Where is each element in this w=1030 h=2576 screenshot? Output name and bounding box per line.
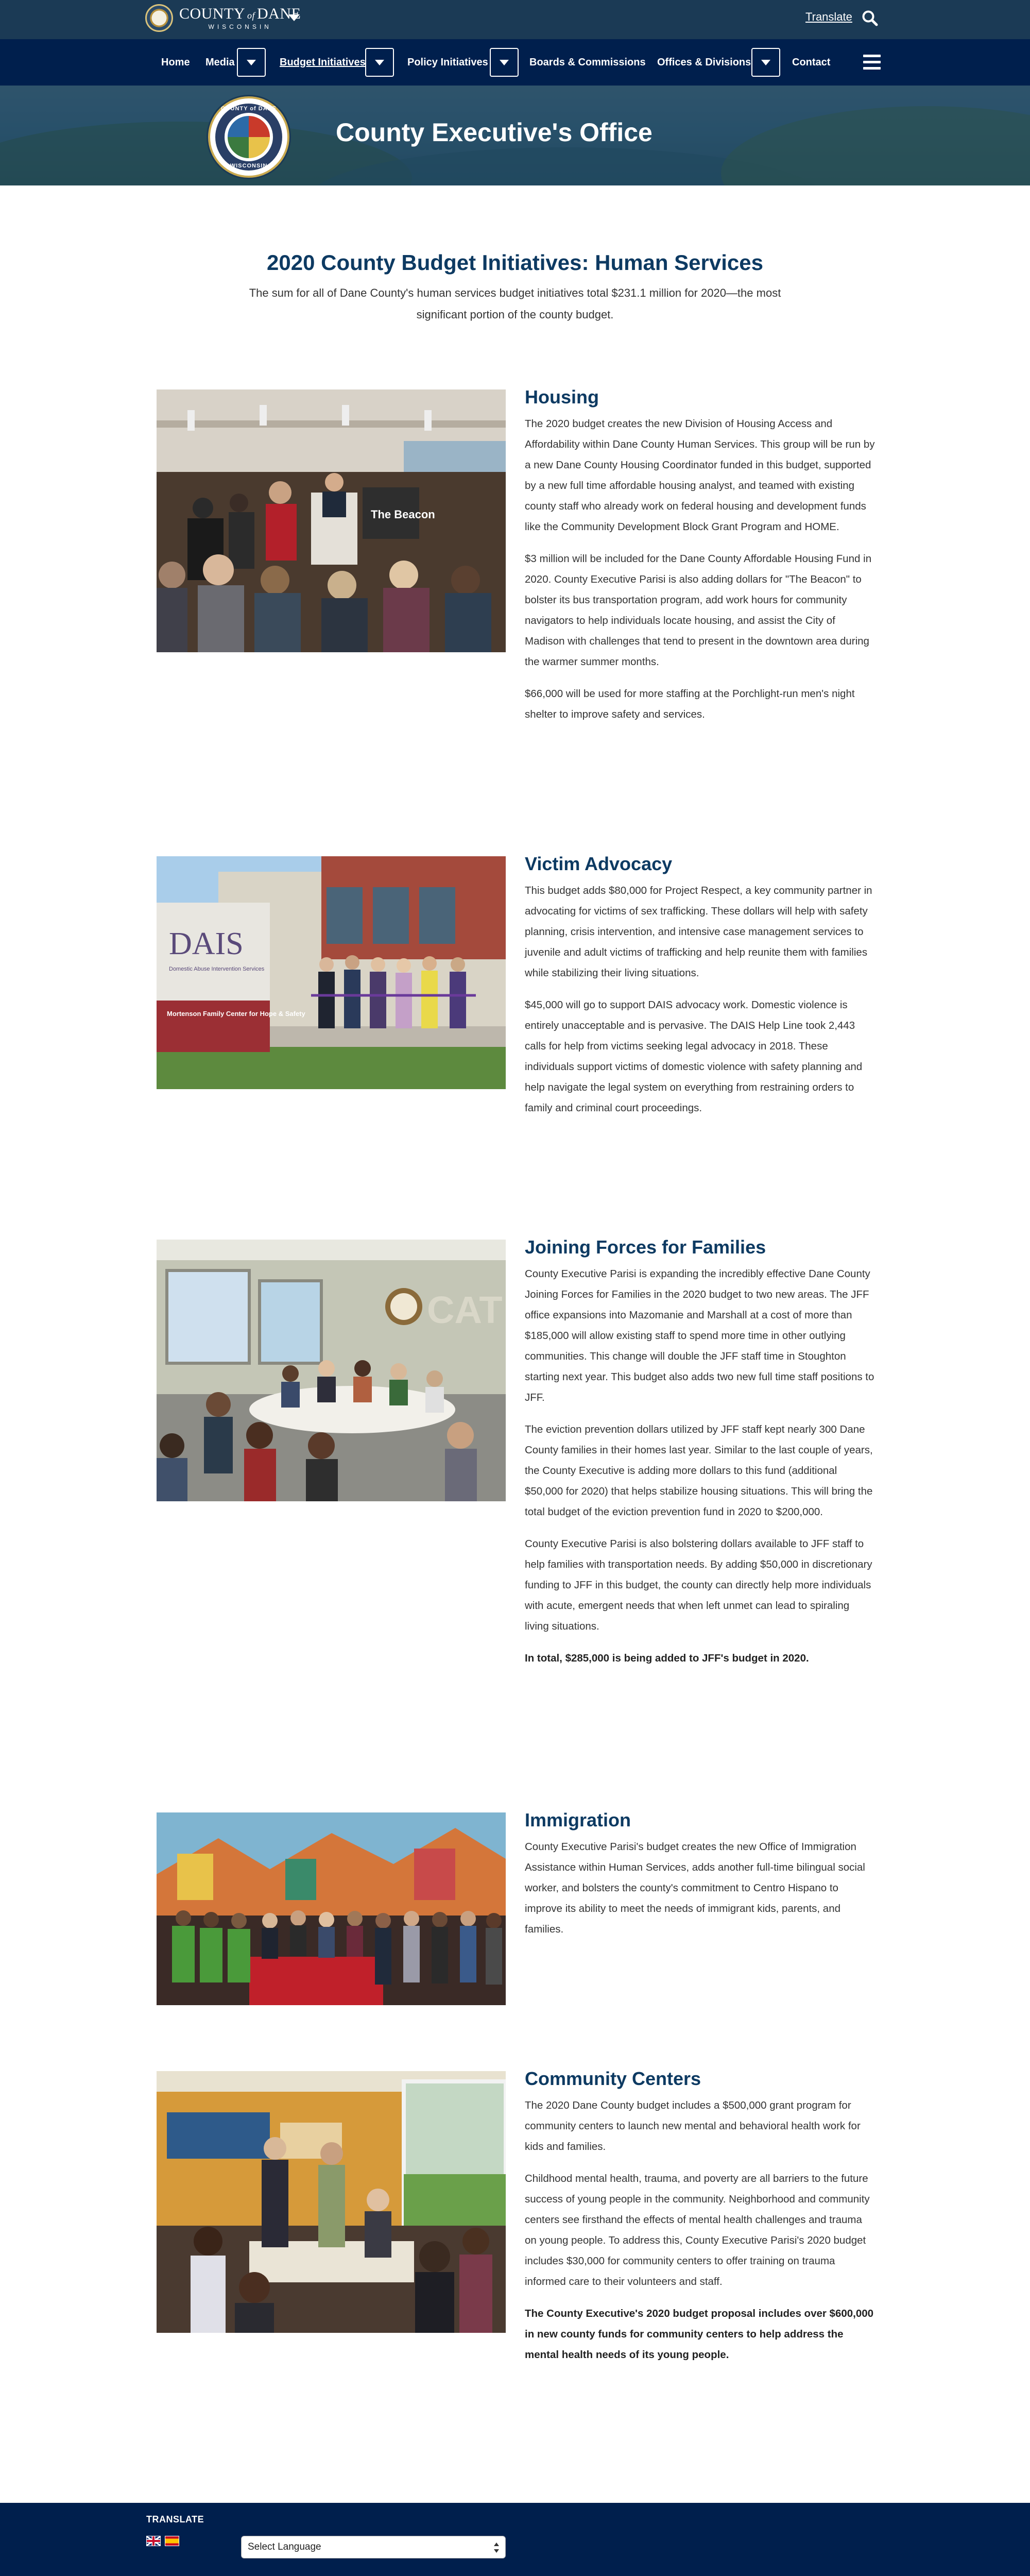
cat-wall-letters: CAT [427,1289,503,1331]
nav-policy-initiatives[interactable]: Policy Initiatives [407,56,488,68]
section-body-immigration [525,1837,876,1951]
paragraph: The 2020 Dane County budget includes a $500,000 grant program for community centers to launch new mental and behavioral health work for kids and families. [525,2099,861,2153]
logo-dropdown-caret-icon[interactable] [288,14,300,21]
nav-offices-divisions[interactable]: Offices & Divisions [657,56,751,68]
section-body-joining-forces [525,1264,876,1680]
paragraph: County Executive Parisi is also bolstering dollars available to JFF staff to help families with transportation needs. By adding $50,000 in discretionary funding to JFF in this budget, the county can directly help more individuals with acute, emergent needs that when left unmet can lead to spiraling living situations. [525,1538,872,1632]
paragraph: $3 million will be included for the Dane County Affordable Housing Fund in 2020. County Executive Parisi is also adding dollars for "The Beacon" to bolster its bus transportation program, add work hours for community navigators to help individuals locate housing, and assist the City of Madison with challenges that tend to present in the downtown area during the warmer summer months. [525,553,872,668]
joining-forces-photo [157,1240,506,1501]
section-body-victim-advocacy [525,880,876,1130]
logo-text: COUNTY of DANE WISCONSIN [179,5,301,30]
top-bar [0,0,1030,39]
hamburger-menu-icon[interactable] [863,55,881,70]
nav-budget-dropdown-button[interactable] [365,48,394,77]
paragraph: The eviction prevention dollars utilized by JFF staff kept nearly 300 Dane County families in their homes last year. Similar to the last couple of years, the County Executive is adding more dollars to this fund (additional $50,000 for 2020) that helps stabilize housing situations. This will bring the total budget of the eviction prevention fund in 2020 to $200,000. [525,1423,873,1518]
nav-offices-dropdown-button[interactable] [751,48,780,77]
page-title: 2020 County Budget Initiatives: Human Services [267,250,763,275]
nav-budget-initiatives[interactable]: Budget Initiatives [280,56,366,68]
section-body-community-centers [525,2095,876,2377]
paragraph: Childhood mental health, trauma, and poverty are all barriers to the future success of young people in the community. Neighborhood and community centers see firsthand the effects of mental health challenges and trauma on young people. To address this, County Executive Parisi's 2020 budget includes $30,000 for community centers to offer training on trauma informed care to their volunteers and staff. [525,2173,870,2287]
search-icon[interactable] [861,9,879,27]
intro-text: The sum for all of Dane County's human services budget initiatives total $231.1 million for 2020—the most significant portion of the county budget. [249,286,781,321]
paragraph: This budget adds $80,000 for Project Respect, a key community partner in advocating for victims of sex trafficking. These dollars will help with safety planning, crisis intervention, and intensive case management services to juvenile and adult victims of trafficking and help reunite them with families while stabilizing their living situations. [525,885,872,979]
section-title-housing: Housing [525,386,599,408]
paragraph: The 2020 budget creates the new Division of Housing Access and Affordability within Dane County Human Services. This group will be run by a new Dane County Housing Coordinator funded in this budget, supported by a new full time affordable housing analyst, and teamed with existing county staff who already work on federal housing and development funds like the Community Development Block Grant Program and HOME. [525,418,875,533]
section-title-community-centers: Community Centers [525,2068,701,2089]
housing-photo-sign: The Beacon [371,508,435,521]
dais-sign-text: DAIS [169,926,244,961]
main-nav [0,39,1030,86]
translate-link[interactable]: Translate [805,10,852,23]
language-select[interactable]: Select Language [241,2536,506,2558]
summary-paragraph: In total, $285,000 is being added to JFF's budget in 2020. [525,1652,809,1664]
nav-home[interactable]: Home [161,56,190,68]
spanish-flag-icon[interactable] [165,2536,179,2546]
paragraph: $66,000 will be used for more staffing at the Porchlight-run men's night shelter to improve safety and services. [525,688,855,720]
summary-paragraph: The County Executive's 2020 budget proposal includes over $600,000 in new county funds for community centers to help address the mental health needs of its young people. [525,2308,874,2361]
dais-sign-subtext: Domestic Abuse Intervention Services [169,966,265,972]
paragraph: County Executive Parisi is expanding the incredibly effective Dane County Joining Forces for Families in the 2020 budget to two new areas. The JFF office expansions into Mazomanie and Marshall at a cost of more than $185,000 will allow existing staff to spend more time in other outlying communities. This change will double the JFF staff time in Stoughton starting next year. This budget also adds two new full time staff positions to JFF. [525,1268,874,1403]
county-seal-icon [145,4,173,32]
paragraph: $45,000 will go to support DAIS advocacy work. Domestic violence is entirely unacceptable and is pervasive. The DAIS Help Line took 2,443 calls for help from victims seeking legal advocacy in 2018. These individuals support victims of domestic violence with safety planning and help navigate the legal system on everything from restraining orders to family and criminal court proceedings. [525,999,863,1114]
select-arrows-icon [494,2543,499,2553]
paragraph: County Executive Parisi's budget creates the new Office of Immigration Assistance within Human Services, adds another full-time bilingual social worker, and bolsters the county's commitment to Centro Hispano to improve its ability to meet the needs of immigrant kids, parents, and families. [525,1841,865,1935]
banner-title: County Executive's Office [336,118,653,147]
housing-photo [157,389,506,652]
section-body-housing [525,414,876,736]
translate-heading: TRANSLATE [146,2514,204,2524]
community-centers-photo [157,2071,506,2333]
dais-plaque-text: Mortenson Family Center for Hope & Safety [167,1010,305,1018]
section-title-victim-advocacy: Victim Advocacy [525,853,673,874]
nav-boards-commissions[interactable]: Boards & Commissions [529,56,646,68]
nav-contact[interactable]: Contact [792,56,831,68]
section-title-joining-forces: Joining Forces for Families [525,1236,766,1258]
victim-advocacy-photo [157,856,506,1089]
english-flag-icon[interactable] [146,2536,161,2546]
nav-media[interactable]: Media [205,56,235,68]
county-logo[interactable] [145,4,301,32]
nav-media-dropdown-button[interactable] [237,48,266,77]
immigration-photo [157,1812,506,2005]
county-seal-logo: COUNTY of DANE WISCONSIN [208,96,289,178]
section-title-immigration: Immigration [525,1809,631,1831]
nav-policy-dropdown-button[interactable] [490,48,519,77]
